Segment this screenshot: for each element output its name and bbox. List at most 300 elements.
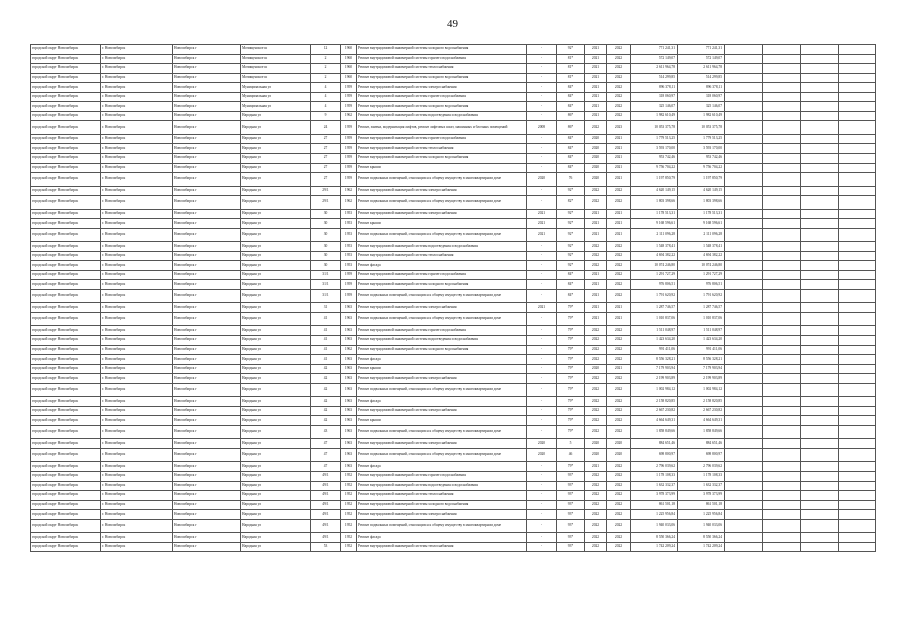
- build-year-cell: 1952: [341, 472, 357, 482]
- municipality-cell: городской округ Новосибирск: [31, 280, 101, 290]
- empty-cell: [839, 542, 876, 552]
- settlement-cell: г. Новосибирск: [101, 228, 173, 242]
- last-repair-year-cell: -: [527, 416, 557, 426]
- house-number-cell: 27: [311, 173, 341, 187]
- last-repair-year-cell: -: [527, 64, 557, 74]
- last-repair-year-cell: -: [527, 186, 557, 196]
- house-number-cell: 27: [311, 144, 341, 154]
- street-cell: Народная ул: [241, 219, 311, 229]
- start-year-cell: 2022: [585, 416, 607, 426]
- house-number-cell: 27: [311, 134, 341, 144]
- last-repair-year-cell: -: [527, 374, 557, 384]
- settlement-cell: г. Новосибирск: [101, 326, 173, 336]
- empty-cell: [801, 425, 839, 439]
- empty-cell: [725, 383, 763, 397]
- end-year-cell: 2021: [607, 364, 631, 374]
- settlement-cell: г. Новосибирск: [101, 472, 173, 482]
- locality-cell: Новосибирск г: [173, 326, 241, 336]
- build-year-cell: 1959: [341, 280, 357, 290]
- cost-cell: 1 287 746,57: [631, 303, 678, 313]
- municipality-cell: городской округ Новосибирск: [31, 83, 101, 93]
- work-type-cell: Ремонт подвальных помещений, относящихся к общему имуществу в многоквартирном доме: [357, 448, 527, 462]
- last-repair-year-cell: -: [527, 261, 557, 271]
- empty-cell: [839, 45, 876, 55]
- start-year-cell: 2022: [585, 374, 607, 384]
- empty-cell: [801, 364, 839, 374]
- settlement-cell: г. Новосибирск: [101, 144, 173, 154]
- empty-cell: [839, 173, 876, 187]
- empty-cell: [763, 251, 801, 261]
- total-cost-cell: 1 225 956,84: [678, 510, 725, 520]
- total-cost-cell: 1 002 984,12: [678, 383, 725, 397]
- empty-cell: [725, 144, 763, 154]
- work-type-cell: Ремонт внутридомовой инженерной системы теплоснабжения: [357, 491, 527, 501]
- municipality-cell: городской округ Новосибирск: [31, 219, 101, 229]
- last-repair-year-cell: -: [527, 383, 557, 397]
- start-year-cell: 2021: [585, 102, 607, 112]
- empty-cell: [801, 92, 839, 102]
- street-cell: Народная ул: [241, 163, 311, 173]
- municipality-cell: городской округ Новосибирск: [31, 121, 101, 135]
- cost-cell: 1 803 398,66: [631, 196, 678, 210]
- wear-percent-cell: 86*: [557, 121, 585, 135]
- empty-cell: [725, 228, 763, 242]
- empty-cell: [839, 533, 876, 543]
- start-year-cell: 2021: [585, 111, 607, 121]
- build-year-cell: 1962: [341, 196, 357, 210]
- build-year-cell: 1959: [341, 92, 357, 102]
- locality-cell: Новосибирск г: [173, 186, 241, 196]
- table-row: [31, 173, 876, 187]
- start-year-cell: 2021: [585, 209, 607, 219]
- start-year-cell: 2020: [585, 364, 607, 374]
- empty-cell: [839, 312, 876, 326]
- house-number-cell: 2: [311, 54, 341, 64]
- wear-percent-cell: 79*: [557, 425, 585, 439]
- work-type-cell: Ремонт внутридомовой инженерной системы электроснабжения: [357, 439, 527, 449]
- municipality-cell: городской округ Новосибирск: [31, 111, 101, 121]
- last-repair-year-cell: -: [527, 251, 557, 261]
- end-year-cell: 2022: [607, 510, 631, 520]
- settlement-cell: г. Новосибирск: [101, 303, 173, 313]
- empty-cell: [801, 102, 839, 112]
- last-repair-year-cell: -: [527, 510, 557, 520]
- start-year-cell: 2020: [585, 163, 607, 173]
- table-row: [31, 280, 876, 290]
- empty-cell: [763, 134, 801, 144]
- start-year-cell: 2022: [585, 326, 607, 336]
- empty-cell: [801, 491, 839, 501]
- end-year-cell: 2022: [607, 270, 631, 280]
- street-cell: Народная ул: [241, 425, 311, 439]
- wear-percent-cell: 93*: [557, 533, 585, 543]
- cost-cell: 2 611 964,78: [631, 64, 678, 74]
- empty-cell: [763, 64, 801, 74]
- locality-cell: Новосибирск г: [173, 491, 241, 501]
- empty-cell: [801, 542, 839, 552]
- end-year-cell: 2022: [607, 83, 631, 93]
- start-year-cell: 2022: [585, 261, 607, 271]
- street-cell: Народная ул: [241, 196, 311, 210]
- empty-cell: [801, 45, 839, 55]
- end-year-cell: 2022: [607, 374, 631, 384]
- locality-cell: Новосибирск г: [173, 533, 241, 543]
- empty-cell: [763, 45, 801, 55]
- table-row: [31, 364, 876, 374]
- settlement-cell: г. Новосибирск: [101, 519, 173, 533]
- empty-cell: [801, 280, 839, 290]
- table-row: [31, 448, 876, 462]
- empty-cell: [839, 289, 876, 303]
- locality-cell: Новосибирск г: [173, 383, 241, 397]
- empty-cell: [801, 73, 839, 83]
- empty-cell: [839, 121, 876, 135]
- wear-percent-cell: 93*: [557, 500, 585, 510]
- build-year-cell: 1963: [341, 374, 357, 384]
- empty-cell: [839, 326, 876, 336]
- build-year-cell: 1952: [341, 500, 357, 510]
- cost-cell: 8 550 366,24: [631, 533, 678, 543]
- empty-cell: [801, 144, 839, 154]
- locality-cell: Новосибирск г: [173, 102, 241, 112]
- settlement-cell: г. Новосибирск: [101, 54, 173, 64]
- empty-cell: [763, 121, 801, 135]
- start-year-cell: 2022: [585, 186, 607, 196]
- house-number-cell: 27: [311, 153, 341, 163]
- total-cost-cell: 896 378,11: [678, 83, 725, 93]
- empty-cell: [801, 111, 839, 121]
- table-row: [31, 472, 876, 482]
- cost-cell: 1 742 209,24: [631, 542, 678, 552]
- start-year-cell: 2021: [585, 73, 607, 83]
- empty-cell: [725, 510, 763, 520]
- empty-cell: [725, 54, 763, 64]
- last-repair-year-cell: -: [527, 312, 557, 326]
- settlement-cell: г. Новосибирск: [101, 406, 173, 416]
- empty-cell: [763, 102, 801, 112]
- empty-cell: [725, 355, 763, 365]
- cost-cell: 1 291 727,29: [631, 270, 678, 280]
- table-row: [31, 533, 876, 543]
- table-row: [31, 383, 876, 397]
- total-cost-cell: 10 074 246,80: [678, 261, 725, 271]
- start-year-cell: 2020: [585, 173, 607, 187]
- build-year-cell: 1953: [341, 242, 357, 252]
- locality-cell: Новосибирск г: [173, 345, 241, 355]
- settlement-cell: г. Новосибирск: [101, 312, 173, 326]
- end-year-cell: 2022: [607, 73, 631, 83]
- settlement-cell: г. Новосибирск: [101, 111, 173, 121]
- municipality-cell: городской округ Новосибирск: [31, 406, 101, 416]
- build-year-cell: 1953: [341, 219, 357, 229]
- end-year-cell: 2022: [607, 425, 631, 439]
- empty-cell: [839, 397, 876, 407]
- street-cell: Народная ул: [241, 472, 311, 482]
- build-year-cell: 1953: [341, 228, 357, 242]
- settlement-cell: г. Новосибирск: [101, 83, 173, 93]
- build-year-cell: 1963: [341, 364, 357, 374]
- settlement-cell: г. Новосибирск: [101, 102, 173, 112]
- locality-cell: Новосибирск г: [173, 261, 241, 271]
- last-repair-year-cell: -: [527, 242, 557, 252]
- empty-cell: [839, 83, 876, 93]
- locality-cell: Новосибирск г: [173, 251, 241, 261]
- total-cost-cell: 884 651,46: [678, 439, 725, 449]
- last-repair-year-cell: 2021: [527, 219, 557, 229]
- empty-cell: [763, 364, 801, 374]
- cost-cell: 861 501,18: [631, 500, 678, 510]
- municipality-cell: городской округ Новосибирск: [31, 491, 101, 501]
- empty-cell: [801, 345, 839, 355]
- start-year-cell: 2021: [585, 64, 607, 74]
- cost-cell: 1 423 634,20: [631, 336, 678, 346]
- wear-percent-cell: 92*: [557, 219, 585, 229]
- wear-percent-cell: 93*: [557, 519, 585, 533]
- total-cost-cell: 3 593 170,00: [678, 144, 725, 154]
- table-row: [31, 355, 876, 365]
- total-cost-cell: 318 060,97: [678, 92, 725, 102]
- house-number-cell: 4: [311, 83, 341, 93]
- table-row: [31, 500, 876, 510]
- street-cell: Народная ул: [241, 355, 311, 365]
- empty-cell: [763, 144, 801, 154]
- total-cost-cell: 698 800,97: [678, 448, 725, 462]
- start-year-cell: 2022: [585, 519, 607, 533]
- locality-cell: Новосибирск г: [173, 519, 241, 533]
- empty-cell: [801, 121, 839, 135]
- street-cell: Народная ул: [241, 144, 311, 154]
- empty-cell: [801, 153, 839, 163]
- house-number-cell: 47: [311, 462, 341, 472]
- locality-cell: Новосибирск г: [173, 92, 241, 102]
- street-cell: Мочищенское ш: [241, 73, 311, 83]
- total-cost-cell: 1 940 033,06: [678, 519, 725, 533]
- cost-cell: 1 632 332,37: [631, 481, 678, 491]
- table-row: [31, 397, 876, 407]
- end-year-cell: 2021: [607, 173, 631, 187]
- wear-percent-cell: 79*: [557, 336, 585, 346]
- work-type-cell: Ремонт подвальных помещений, относящихся к общему имуществу в многоквартирном доме: [357, 228, 527, 242]
- empty-cell: [839, 406, 876, 416]
- work-type-cell: Ремонт внутридомовой инженерной системы электроснабжения: [357, 186, 527, 196]
- empty-cell: [725, 491, 763, 501]
- empty-cell: [725, 533, 763, 543]
- empty-cell: [839, 270, 876, 280]
- municipality-cell: городской округ Новосибирск: [31, 312, 101, 326]
- empty-cell: [801, 355, 839, 365]
- wear-percent-cell: 93*: [557, 481, 585, 491]
- empty-cell: [839, 228, 876, 242]
- end-year-cell: 2020: [607, 448, 631, 462]
- empty-cell: [839, 383, 876, 397]
- total-cost-cell: 1 982 610,49: [678, 111, 725, 121]
- table-row: [31, 374, 876, 384]
- empty-cell: [801, 312, 839, 326]
- end-year-cell: 2021: [607, 228, 631, 242]
- settlement-cell: г. Новосибирск: [101, 251, 173, 261]
- end-year-cell: 2022: [607, 491, 631, 501]
- last-repair-year-cell: -: [527, 92, 557, 102]
- empty-cell: [801, 383, 839, 397]
- table-row: [31, 219, 876, 229]
- work-type-cell: Ремонт, замена, модернизация лифтов, ремонт лифтовых шахт, машинных и блочных помещений: [357, 121, 527, 135]
- street-cell: Народная ул: [241, 383, 311, 397]
- empty-cell: [839, 364, 876, 374]
- empty-cell: [763, 228, 801, 242]
- empty-cell: [801, 481, 839, 491]
- last-repair-year-cell: -: [527, 134, 557, 144]
- start-year-cell: 2021: [585, 219, 607, 229]
- empty-cell: [725, 416, 763, 426]
- build-year-cell: 1963: [341, 326, 357, 336]
- end-year-cell: 2022: [607, 481, 631, 491]
- work-type-cell: Ремонт внутридомовой инженерной системы теплоснабжения: [357, 144, 527, 154]
- last-repair-year-cell: -: [527, 153, 557, 163]
- build-year-cell: 1963: [341, 462, 357, 472]
- table-row: [31, 186, 876, 196]
- total-cost-cell: 1 291 727,29: [678, 270, 725, 280]
- work-type-cell: Ремонт внутридомовой инженерной системы теплоснабжения: [357, 542, 527, 552]
- work-type-cell: Ремонт внутридомовой инженерной системы водоотведения и водоснабжения: [357, 336, 527, 346]
- start-year-cell: 2021: [585, 45, 607, 55]
- wear-percent-cell: 79*: [557, 462, 585, 472]
- empty-cell: [801, 374, 839, 384]
- empty-cell: [763, 481, 801, 491]
- house-number-cell: 49/1: [311, 491, 341, 501]
- empty-cell: [839, 519, 876, 533]
- house-number-cell: 47: [311, 448, 341, 462]
- wear-percent-cell: 84*: [557, 144, 585, 154]
- locality-cell: Новосибирск г: [173, 542, 241, 552]
- house-number-cell: 31/1: [311, 280, 341, 290]
- start-year-cell: 2021: [585, 228, 607, 242]
- empty-cell: [801, 270, 839, 280]
- last-repair-year-cell: -: [527, 425, 557, 439]
- build-year-cell: 1952: [341, 510, 357, 520]
- house-number-cell: 2: [311, 73, 341, 83]
- end-year-cell: 2021: [607, 153, 631, 163]
- total-cost-cell: 1 779 513,25: [678, 134, 725, 144]
- settlement-cell: г. Новосибирск: [101, 92, 173, 102]
- house-number-cell: 31: [311, 303, 341, 313]
- municipality-cell: городской округ Новосибирск: [31, 173, 101, 187]
- house-number-cell: 4: [311, 92, 341, 102]
- table-row: [31, 312, 876, 326]
- wear-percent-cell: 79*: [557, 326, 585, 336]
- municipality-cell: городской округ Новосибирск: [31, 289, 101, 303]
- last-repair-year-cell: -: [527, 54, 557, 64]
- total-cost-cell: 3 978 373,99: [678, 491, 725, 501]
- cost-cell: 1 858 849,66: [631, 425, 678, 439]
- empty-cell: [839, 472, 876, 482]
- total-cost-cell: 1 742 209,24: [678, 542, 725, 552]
- cost-cell: 1 940 033,06: [631, 519, 678, 533]
- total-cost-cell: 1 178 108,33: [678, 472, 725, 482]
- end-year-cell: 2022: [607, 54, 631, 64]
- work-type-cell: Ремонт внутридомовой инженерной системы холодного водоснабжения: [357, 500, 527, 510]
- street-cell: Народная ул: [241, 397, 311, 407]
- municipality-cell: городской округ Новосибирск: [31, 228, 101, 242]
- total-cost-cell: 771 241,31: [678, 45, 725, 55]
- last-repair-year-cell: -: [527, 355, 557, 365]
- empty-cell: [725, 121, 763, 135]
- last-repair-year-cell: 2020: [527, 448, 557, 462]
- start-year-cell: 2022: [585, 425, 607, 439]
- last-repair-year-cell: -: [527, 102, 557, 112]
- street-cell: Народная ул: [241, 500, 311, 510]
- house-number-cell: 42: [311, 364, 341, 374]
- table-row: [31, 228, 876, 242]
- table-row: [31, 242, 876, 252]
- work-type-cell: Ремонт внутридомовой инженерной системы холодного водоснабжения: [357, 45, 527, 55]
- street-cell: Народная ул: [241, 510, 311, 520]
- locality-cell: Новосибирск г: [173, 163, 241, 173]
- street-cell: Народная ул: [241, 251, 311, 261]
- house-number-cell: 4: [311, 102, 341, 112]
- table-row: [31, 111, 876, 121]
- empty-cell: [839, 144, 876, 154]
- end-year-cell: 2021: [607, 144, 631, 154]
- house-number-cell: 42: [311, 416, 341, 426]
- start-year-cell: 2022: [585, 196, 607, 210]
- empty-cell: [839, 500, 876, 510]
- locality-cell: Новосибирск г: [173, 196, 241, 210]
- build-year-cell: 1962: [341, 111, 357, 121]
- total-cost-cell: 2 796 039,62: [678, 462, 725, 472]
- cost-cell: 976 806,51: [631, 280, 678, 290]
- empty-cell: [763, 303, 801, 313]
- municipality-cell: городской округ Новосибирск: [31, 242, 101, 252]
- empty-cell: [839, 102, 876, 112]
- build-year-cell: 1963: [341, 416, 357, 426]
- cost-cell: 10 053 375,78: [631, 121, 678, 135]
- work-type-cell: Ремонт фасада: [357, 533, 527, 543]
- municipality-cell: городской округ Новосибирск: [31, 336, 101, 346]
- empty-cell: [725, 92, 763, 102]
- last-repair-year-cell: -: [527, 144, 557, 154]
- empty-cell: [763, 425, 801, 439]
- empty-cell: [839, 345, 876, 355]
- wear-percent-cell: 84*: [557, 280, 585, 290]
- settlement-cell: г. Новосибирск: [101, 64, 173, 74]
- start-year-cell: 2021: [585, 270, 607, 280]
- build-year-cell: 1952: [341, 533, 357, 543]
- start-year-cell: 2022: [585, 355, 607, 365]
- empty-cell: [725, 83, 763, 93]
- last-repair-year-cell: -: [527, 270, 557, 280]
- empty-cell: [763, 83, 801, 93]
- street-cell: Народная ул: [241, 542, 311, 552]
- locality-cell: Новосибирск г: [173, 111, 241, 121]
- build-year-cell: 1960: [341, 73, 357, 83]
- build-year-cell: 1959: [341, 173, 357, 187]
- empty-cell: [763, 542, 801, 552]
- settlement-cell: г. Новосибирск: [101, 280, 173, 290]
- start-year-cell: 2021: [585, 92, 607, 102]
- empty-cell: [839, 491, 876, 501]
- settlement-cell: г. Новосибирск: [101, 425, 173, 439]
- wear-percent-cell: 84*: [557, 92, 585, 102]
- empty-cell: [839, 153, 876, 163]
- empty-cell: [839, 439, 876, 449]
- cost-cell: 1 197 850,79: [631, 173, 678, 187]
- wear-percent-cell: 79*: [557, 345, 585, 355]
- table-row: [31, 121, 876, 135]
- build-year-cell: 1959: [341, 153, 357, 163]
- municipality-cell: городской округ Новосибирск: [31, 374, 101, 384]
- cost-cell: 698 800,97: [631, 448, 678, 462]
- empty-cell: [801, 251, 839, 261]
